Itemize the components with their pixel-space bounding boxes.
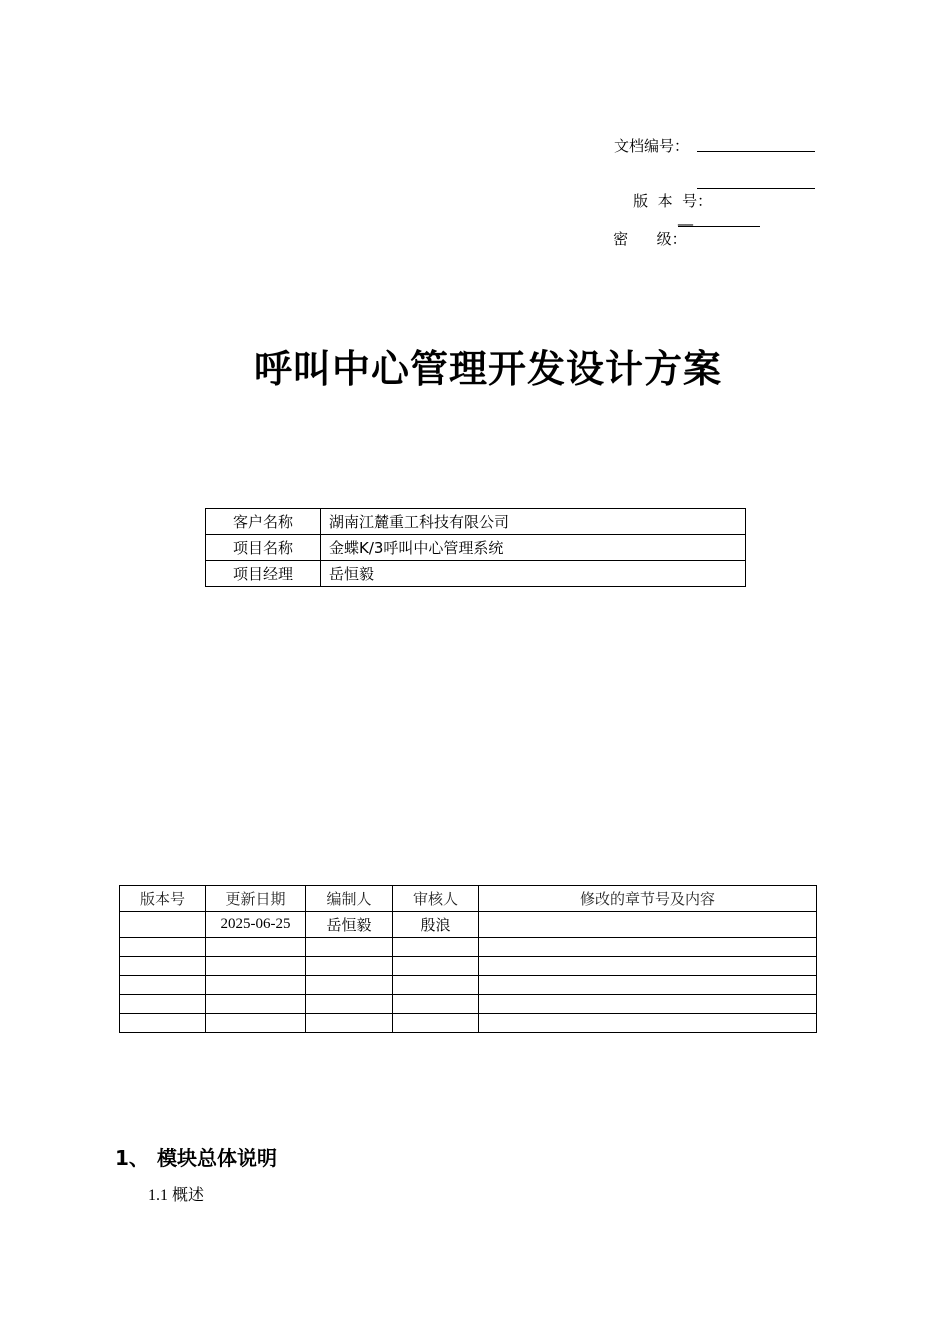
revision-cell	[206, 938, 306, 957]
revision-cell	[393, 995, 479, 1014]
revision-cell	[393, 1014, 479, 1033]
version-label: 版 本 号：	[633, 192, 713, 210]
info-value: 湖南江麓重工科技有限公司	[321, 509, 746, 535]
revision-row	[120, 976, 817, 995]
revision-row	[120, 912, 817, 938]
revision-cell	[206, 957, 306, 976]
revision-cell	[479, 1014, 817, 1033]
project-info-row	[206, 561, 746, 587]
revision-cell	[393, 957, 479, 976]
revision-cell	[120, 938, 206, 957]
revision-header-cell: 审核人	[393, 886, 479, 912]
revision-cell	[206, 995, 306, 1014]
revision-cell	[120, 1014, 206, 1033]
revision-cell	[206, 1014, 306, 1033]
revision-cell	[306, 938, 393, 957]
info-value: 岳恒毅	[321, 561, 746, 587]
project-info-row	[206, 509, 746, 535]
section-heading	[115, 1142, 277, 1171]
revision-cell	[306, 1014, 393, 1033]
info-key: 客户名称	[206, 509, 321, 535]
revision-row	[120, 938, 817, 957]
revision-cell	[479, 995, 817, 1014]
section-title: 模块总体说明	[157, 1146, 277, 1170]
revision-cell	[306, 976, 393, 995]
project-info-row	[206, 535, 746, 561]
revision-cell	[479, 957, 817, 976]
info-value: 金蝶K/3呼叫中心管理系统	[321, 535, 746, 561]
revision-cell	[306, 957, 393, 976]
revision-cell	[479, 912, 817, 938]
doc-number-label: 文档编号：	[614, 137, 690, 155]
revision-header-cell: 编制人	[306, 886, 393, 912]
revision-cell: 岳恒毅	[306, 912, 393, 938]
revision-cell: 2025-06-25	[206, 912, 306, 938]
revision-cell	[206, 976, 306, 995]
revision-cell	[120, 912, 206, 938]
info-key: 项目名称	[206, 535, 321, 561]
revision-cell	[120, 995, 206, 1014]
security-value: __	[678, 208, 693, 226]
revision-cell	[120, 976, 206, 995]
revision-cell	[479, 938, 817, 957]
revision-cell	[479, 976, 817, 995]
security-underline	[678, 210, 760, 227]
revision-cell	[393, 976, 479, 995]
revision-row	[120, 1014, 817, 1033]
subsection-heading: 1.1 概述	[148, 1187, 205, 1204]
revision-cell	[306, 995, 393, 1014]
revision-row	[120, 995, 817, 1014]
revision-row	[120, 957, 817, 976]
revision-header-cell: 修改的章节号及内容	[479, 886, 817, 912]
doc-number-field	[614, 135, 689, 156]
revision-cell	[393, 938, 479, 957]
revision-header-row	[120, 886, 817, 912]
section-number: 1、	[115, 1146, 149, 1170]
document-title: 呼叫中心管理开发设计方案	[253, 346, 722, 391]
revision-header-cell: 版本号	[120, 886, 206, 912]
revision-cell	[120, 957, 206, 976]
security-label: 密 级：	[613, 230, 687, 248]
doc-number-underline	[697, 135, 815, 152]
version-underline	[697, 172, 815, 189]
revision-cell: 殷浪	[393, 912, 479, 938]
project-info-table	[205, 508, 746, 587]
revision-table	[119, 885, 817, 1033]
info-key: 项目经理	[206, 561, 321, 587]
security-field	[594, 210, 687, 267]
revision-header-cell: 更新日期	[206, 886, 306, 912]
